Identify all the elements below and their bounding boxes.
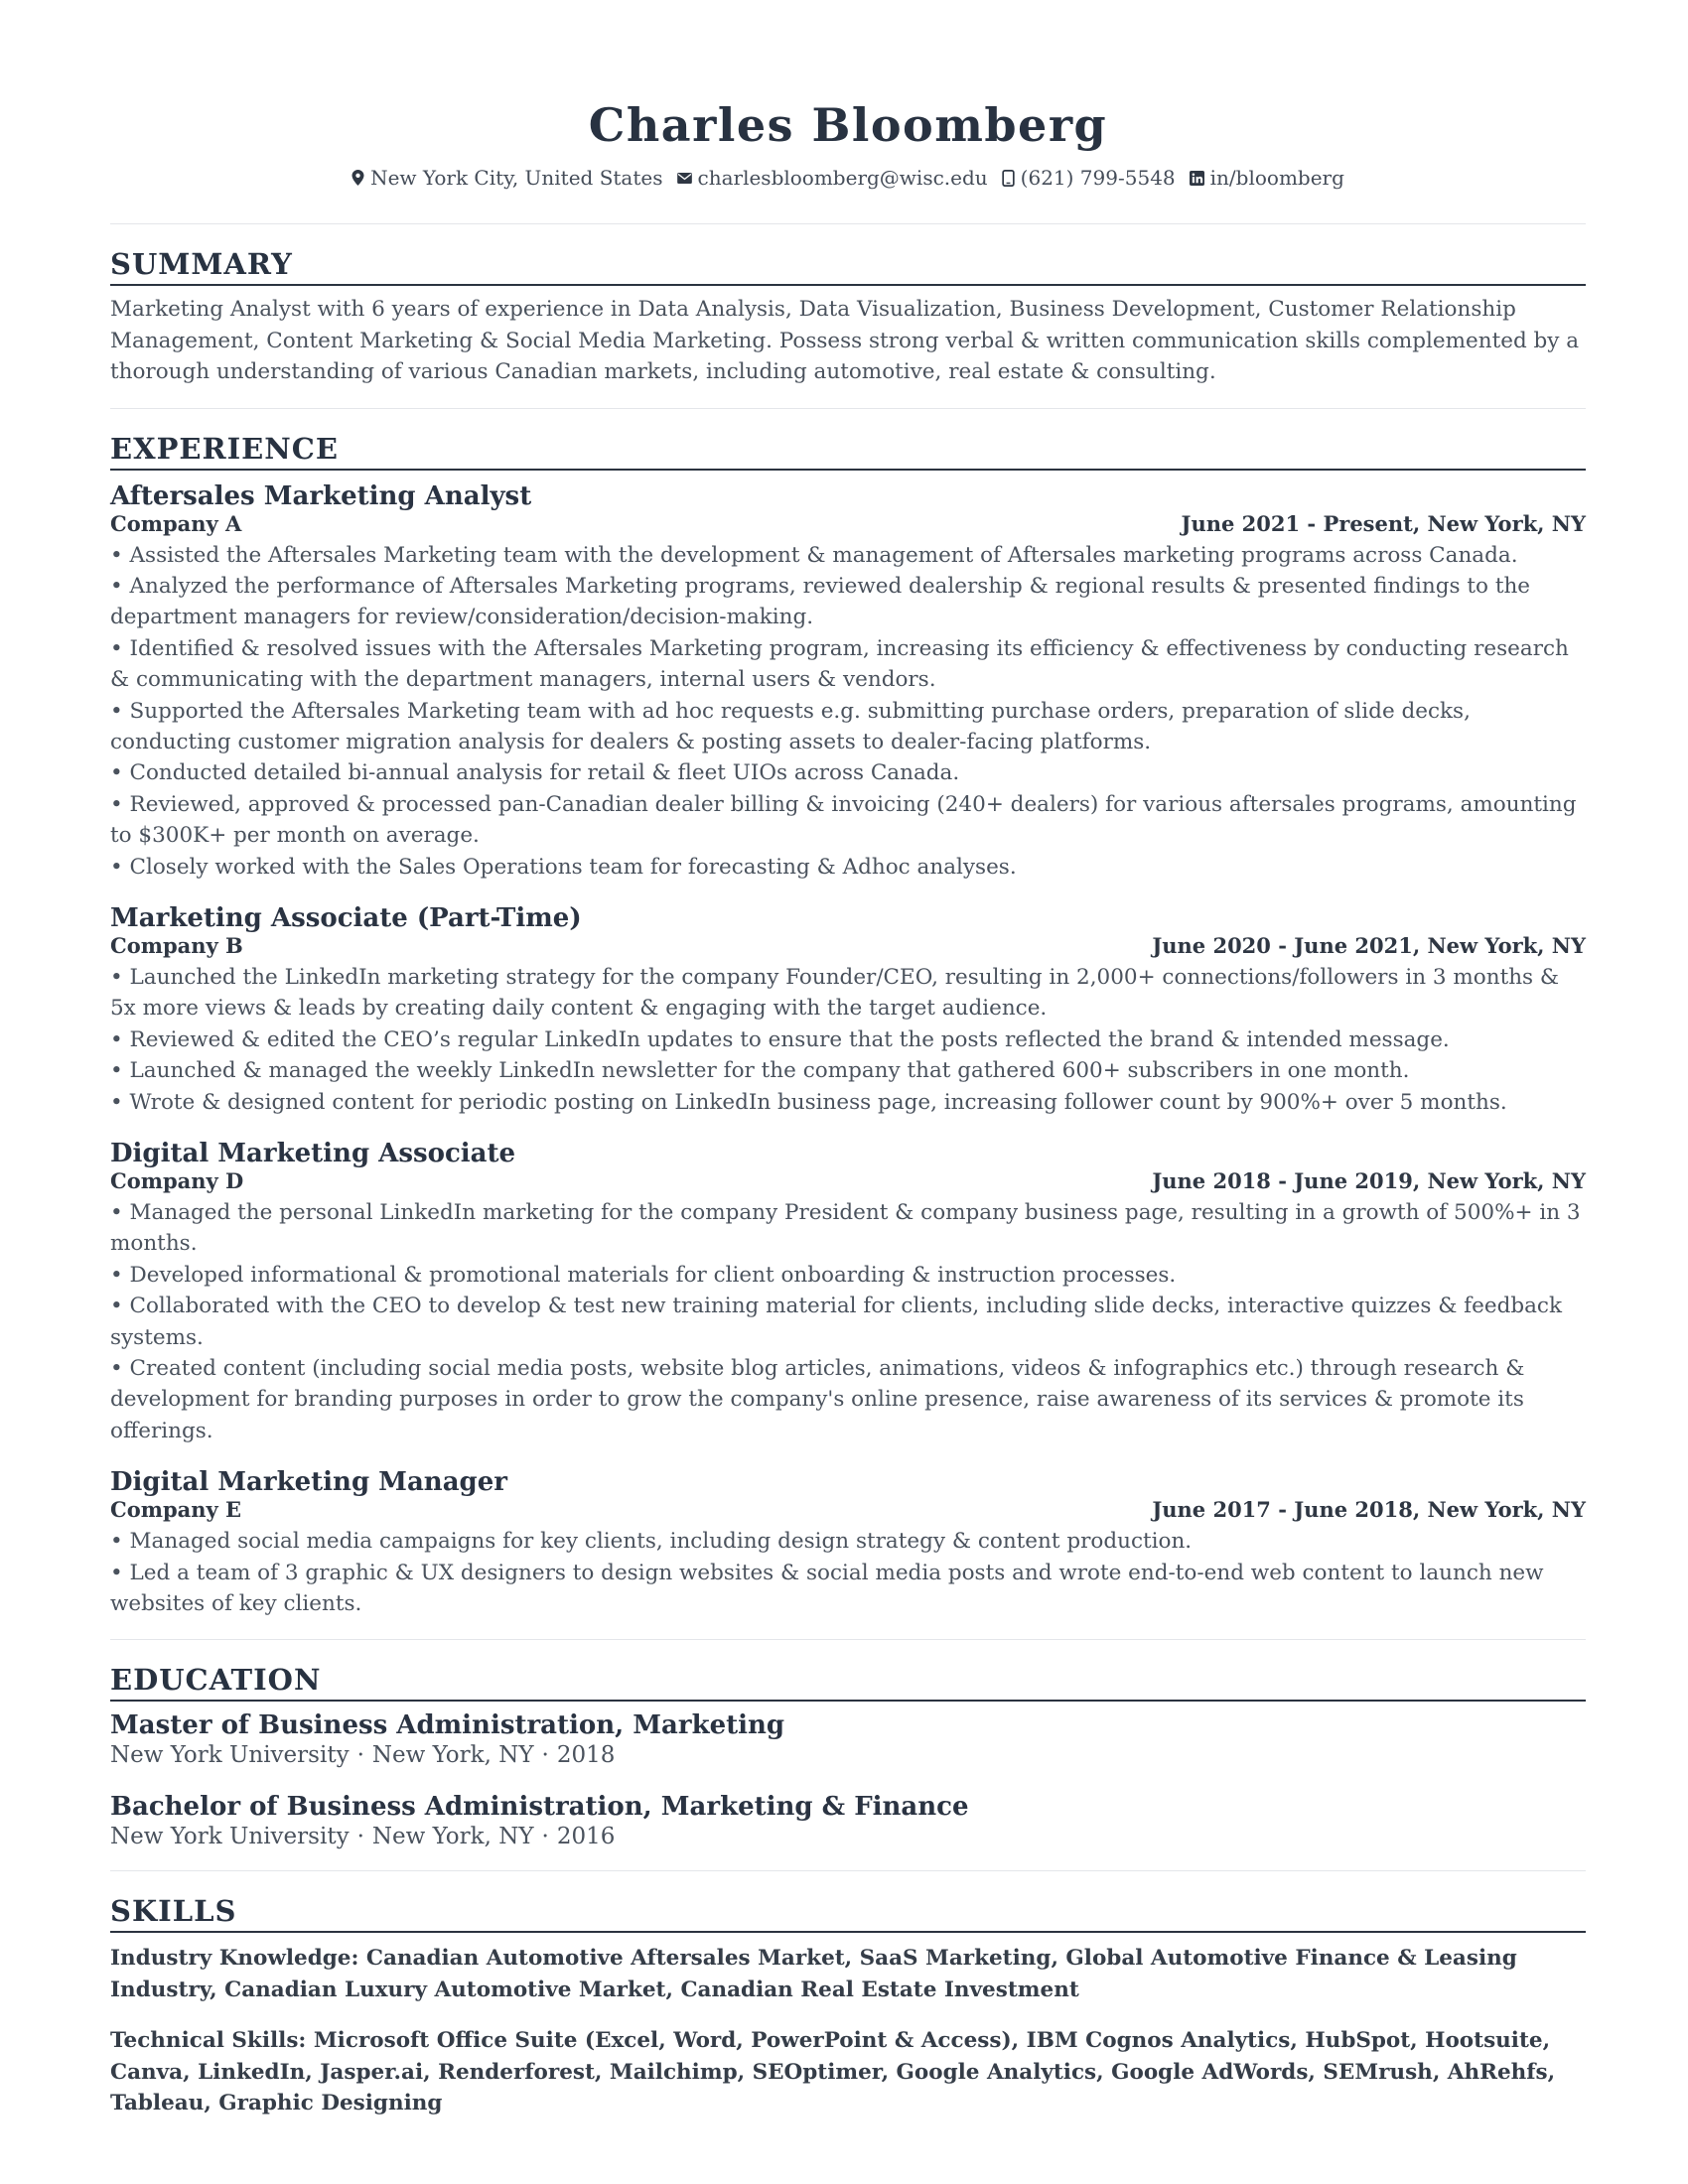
job-bullet: • Collaborated with the CEO to develop & test new training material for clients, including slide decks, interactive quizzes & feedback systems. [110,1291,1586,1353]
section-divider [110,1870,1586,1871]
job-bullet: • Conducted detailed bi-annual analysis for retail & fleet UIOs across Canada. [110,757,1586,788]
resume-content [110,95,1586,2119]
school-location: New York, NY [371,1824,534,1850]
job-bullets [110,1197,1586,1446]
contact-email[interactable] [677,164,988,192]
job-bullet: • Assisted the Aftersales Marketing team with the development & management of Aftersales marketing programs across Canada. [110,540,1586,571]
separator-dot: · [356,1824,364,1850]
job-title: Digital Marketing Associate [110,1139,516,1168]
contact-bar [110,164,1586,192]
job-company: Company A [110,510,242,536]
separator-dot: · [541,1824,549,1850]
degree-title: Master of Business Administration, Marketing [110,1710,785,1741]
email-link[interactable]: charlesbloomberg@wisc.edu [697,166,988,190]
phone-text[interactable]: (621) 799-5548 [1020,166,1176,190]
envelope-icon [677,173,692,184]
summary-text: Marketing Analyst with 6 years of experience in Data Analysis, Data Visualization, Business Development, Customer Relationship Management, Content Marketing & Social Media Marketing. Possess strong verbal & written communication skills complemented by a thorough understanding of various Canadian markets, including automotive, real estate & consulting. [110,297,1580,384]
job-bullet: • Launched the LinkedIn marketing strategy for the company Founder/CEO, resulting in 2,000+ connections/followers in 3 months & 5x more views & leads by creating daily content & engaging with the target audience. [110,962,1586,1024]
job-company: Company E [110,1497,242,1523]
job-bullet: • Created content (including social media posts, website blog articles, animations, videos & infographics etc.) through research & development for branding purposes in order to grow the company's online presence, raise awareness of its services & promote its offerings. [110,1353,1586,1446]
job-meta [110,1169,1586,1193]
experience-section [110,431,1586,1620]
candidate-name: Charles Bloomberg [588,98,1108,152]
job-bullet: • Supported the Aftersales Marketing team with ad hoc requests e.g. submitting purchase orders, preparation of slide decks, conducting customer migration analysis for dealers & posting assets to dealer-facing platforms. [110,696,1586,758]
job-meta [110,1498,1586,1522]
contact-linkedin[interactable] [1190,164,1344,192]
job-bullet: • Identified & resolved issues with the Aftersales Marketing program, increasing its efficiency & effectiveness by conducting research & communicating with the department managers, internal users & vendors. [110,633,1586,696]
section-rule [110,1700,1586,1702]
summary-section [110,246,1586,388]
skill-group: Industry Knowledge: Canadian Automotive Aftersales Market, SaaS Marketing, Global Automotive Finance & Leasing Industry, Canadian Luxury Automotive Market, Canadian Real Estate Investment [110,1946,1517,2002]
separator-dot: · [541,1742,549,1769]
education-entry [110,1709,1586,1769]
location-pin-icon [352,170,364,186]
linkedin-link[interactable]: in/bloomberg [1209,166,1344,190]
section-rule [110,1931,1586,1933]
job-company: Company D [110,1168,244,1193]
section-rule [110,469,1586,471]
summary-heading: SUMMARY [110,247,293,281]
graduation-year: 2018 [556,1742,616,1769]
job-dates: June 2020 - June 2021, New York, NY [1152,932,1586,958]
job-bullets [110,962,1586,1118]
education-entry [110,1791,1586,1850]
phone-icon [1002,170,1015,187]
section-divider [110,408,1586,409]
job-entry [110,480,1586,883]
education-details [110,1823,1586,1850]
school-location: New York, NY [371,1742,534,1769]
contact-location [352,164,662,192]
section-rule [110,284,1586,286]
school-name: New York University [110,1742,350,1769]
job-dates: June 2018 - June 2019, New York, NY [1152,1168,1586,1193]
location-text: New York City, United States [370,166,663,190]
job-dates: June 2021 - Present, New York, NY [1181,510,1586,536]
job-bullet: • Managed the personal LinkedIn marketing for the company President & company business page, resulting in a growth of 500%+ in 3 months. [110,1197,1586,1260]
graduation-year: 2016 [556,1824,616,1850]
separator-dot: · [356,1742,364,1769]
job-meta [110,512,1586,536]
job-bullet: • Reviewed & edited the CEO’s regular LinkedIn updates to ensure that the posts reflected the brand & intended message. [110,1024,1586,1055]
job-title: Marketing Associate (Part-Time) [110,902,582,933]
job-dates: June 2017 - June 2018, New York, NY [1152,1497,1586,1523]
job-entry [110,1466,1586,1619]
job-entry [110,1138,1586,1446]
job-company: Company B [110,932,243,958]
header-divider [110,223,1586,224]
job-bullet: • Wrote & designed content for periodic posting on LinkedIn business page, increasing follower count by 900%+ over 5 months. [110,1087,1586,1118]
job-bullet: • Led a team of 3 graphic & UX designers to design websites & social media posts and wrote end-to-end web content to launch new websites of key clients. [110,1558,1586,1620]
school-name: New York University [110,1824,350,1850]
contact-phone[interactable] [1002,164,1176,192]
job-meta [110,934,1586,958]
job-bullet: • Launched & managed the weekly LinkedIn newsletter for the company that gathered 600+ subscribers in one month. [110,1055,1586,1086]
job-title: Digital Marketing Manager [110,1467,507,1498]
job-bullet: • Analyzed the performance of Aftersales Marketing programs, reviewed dealership & regional results & presented findings to the department managers for review/consideration/decision-making. [110,571,1586,633]
job-bullet: • Reviewed, approved & processed pan-Canadian dealer billing & invoicing (240+ dealers) for various aftersales programs, amounting to $300K+ per month on average. [110,789,1586,852]
job-entry [110,902,1586,1118]
job-title: Aftersales Marketing Analyst [110,480,532,511]
experience-heading: EXPERIENCE [110,431,339,466]
degree-title: Bachelor of Business Administration, Marketing & Finance [110,1792,969,1823]
job-bullet: • Managed social media campaigns for key clients, including design strategy & content production. [110,1526,1586,1557]
education-section [110,1662,1586,1850]
skills-section [110,1893,1586,2119]
skill-group: Technical Skills: Microsoft Office Suite (Excel, Word, PowerPoint & Access), IBM Cognos Analytics, HubSpot, Hootsuite, Canva, LinkedIn, Jasper.ai, Renderforest, Mailchimp, SEOptimer, Google Analytics, Google AdWords, SEMrush, AhRehfs, Tableau, Graphic Designing [110,2028,1556,2116]
skills-heading: SKILLS [110,1894,237,1929]
education-details [110,1741,1586,1769]
job-bullet: • Closely worked with the Sales Operations team for forecasting & Adhoc analyses. [110,852,1586,883]
education-heading: EDUCATION [110,1663,322,1698]
section-divider [110,1639,1586,1640]
job-bullets [110,1526,1586,1619]
job-bullets [110,540,1586,883]
linkedin-icon [1190,171,1204,186]
job-bullet: • Developed informational & promotional materials for client onboarding & instruction processes. [110,1260,1586,1291]
